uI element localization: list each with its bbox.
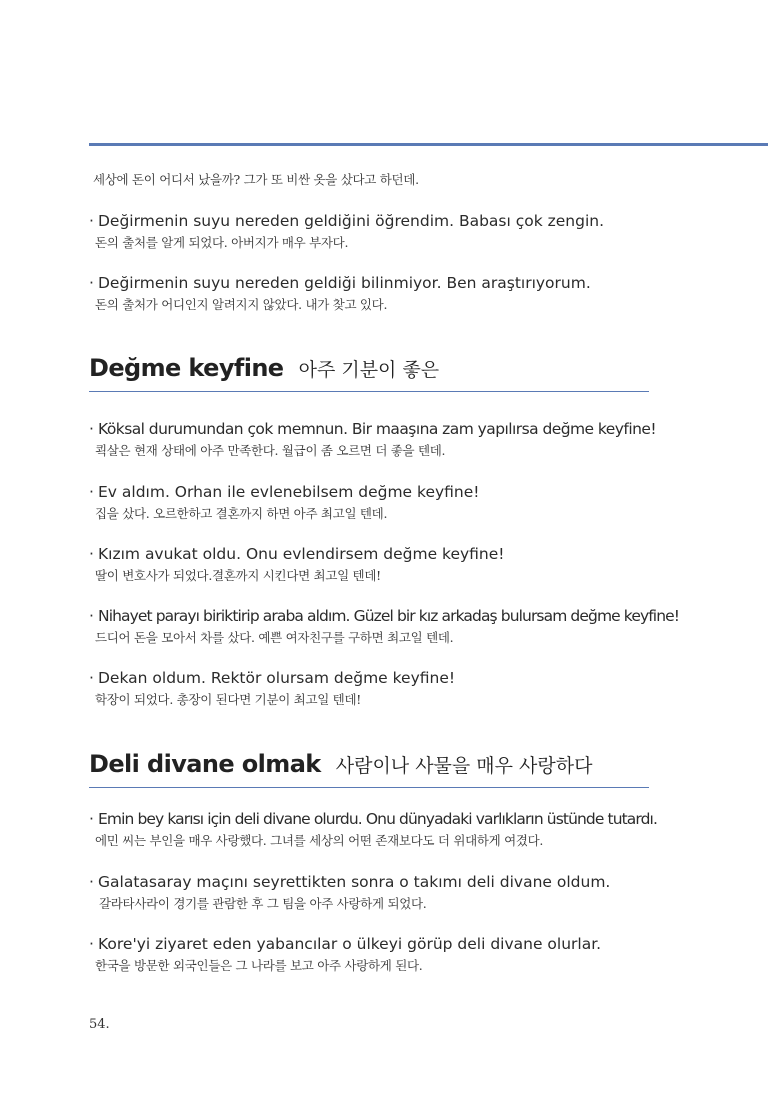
example-turkish: · Ev aldım. Orhan ile evlenebilsem değme keyfine! [89, 483, 480, 501]
example-item [89, 211, 604, 251]
example-item [89, 482, 480, 522]
example-item [89, 606, 679, 646]
example-korean: 학장이 되었다. 총장이 된다면 기분이 최고일 텐데! [95, 692, 361, 707]
bullet: · [89, 545, 94, 563]
example-korean: 돈의 출처가 어디인지 알려지지 않았다. 내가 찾고 있다. [95, 297, 388, 312]
example-korean: 드디어 돈을 모아서 차를 샀다. 예쁜 여자친구를 구하면 최고일 텐데. [95, 630, 454, 645]
idiom-meaning: 사람이나 사물을 매우 사랑하다 [335, 755, 593, 777]
bullet: · [89, 873, 94, 891]
example-turkish: · Galatasaray maçını seyrettikten sonra o takımı deli divane oldum. [89, 873, 611, 891]
intro-korean-line: 세상에 돈이 어디서 났을까? 그가 또 비싼 옷을 샀다고 하던데. [93, 172, 419, 187]
example-item [89, 668, 455, 708]
bullet: · [89, 274, 94, 292]
idiom-term: Değme keyfine [89, 354, 284, 382]
example-turkish: · Nihayet parayı biriktirip araba aldım. Güzel bir kız arkadaş bulursam değme keyfine! [89, 607, 680, 625]
example-item [89, 809, 657, 849]
example-korean: 집을 샀다. 오르한하고 결혼까지 하면 아주 최고일 텐데. [95, 506, 388, 521]
example-korean: 갈라타사라이 경기를 관람한 후 그 팀을 아주 사랑하게 되었다. [99, 896, 427, 911]
section-heading-deme-keyfine [89, 354, 649, 392]
example-item [89, 544, 505, 584]
example-korean: 한국을 방문한 외국인들은 그 나라를 보고 아주 사랑하게 된다. [95, 958, 423, 973]
example-turkish: · Emin bey karısı için deli divane olurdu. Onu dünyadaki varlıkların üstünde tutardı. [89, 810, 657, 828]
bullet: · [89, 935, 94, 953]
example-korean: 에민 씨는 부인을 매우 사랑했다. 그녀를 세상의 어떤 존재보다도 더 위대하게 여겼다. [95, 833, 544, 848]
example-item [89, 872, 610, 912]
example-korean: 쾩살은 현재 상태에 아주 만족한다. 월급이 좀 오르면 더 좋을 텐데. [95, 443, 446, 458]
example-turkish: · Kızım avukat oldu. Onu evlendirsem değme keyfine! [89, 545, 505, 563]
page-number: 54. [89, 1017, 110, 1032]
top-divider [89, 143, 768, 146]
example-item [89, 419, 656, 459]
bullet: · [89, 420, 94, 438]
idiom-term: Deli divane olmak [89, 750, 321, 778]
bullet: · [89, 212, 94, 230]
bullet: · [89, 483, 94, 501]
example-korean: 돈의 출처를 알게 되었다. 아버지가 매우 부자다. [95, 235, 349, 250]
example-item [89, 273, 591, 313]
example-turkish: · Kore'yi ziyaret eden yabancılar o ülkeyi görüp deli divane olurlar. [89, 935, 602, 953]
example-item [89, 934, 601, 974]
bullet: · [89, 669, 94, 687]
example-turkish: · Değirmenin suyu nereden geldiği bilinmiyor. Ben araştırıyorum. [89, 274, 591, 292]
example-korean: 딸이 변호사가 되었다.결혼까지 시킨다면 최고일 텐데! [95, 568, 381, 583]
example-turkish: · Dekan oldum. Rektör olursam değme keyfine! [89, 669, 456, 687]
example-turkish: · Köksal durumundan çok memnun. Bir maaşına zam yapılırsa değme keyfine! [89, 420, 656, 438]
bullet: · [89, 810, 94, 828]
example-turkish: · Değirmenin suyu nereden geldiğini öğrendim. Babası çok zengin. [89, 212, 605, 230]
bullet: · [89, 607, 94, 625]
section-heading-deli-divane-olmak [89, 750, 649, 788]
idiom-meaning: 아주 기분이 좋은 [298, 359, 440, 381]
